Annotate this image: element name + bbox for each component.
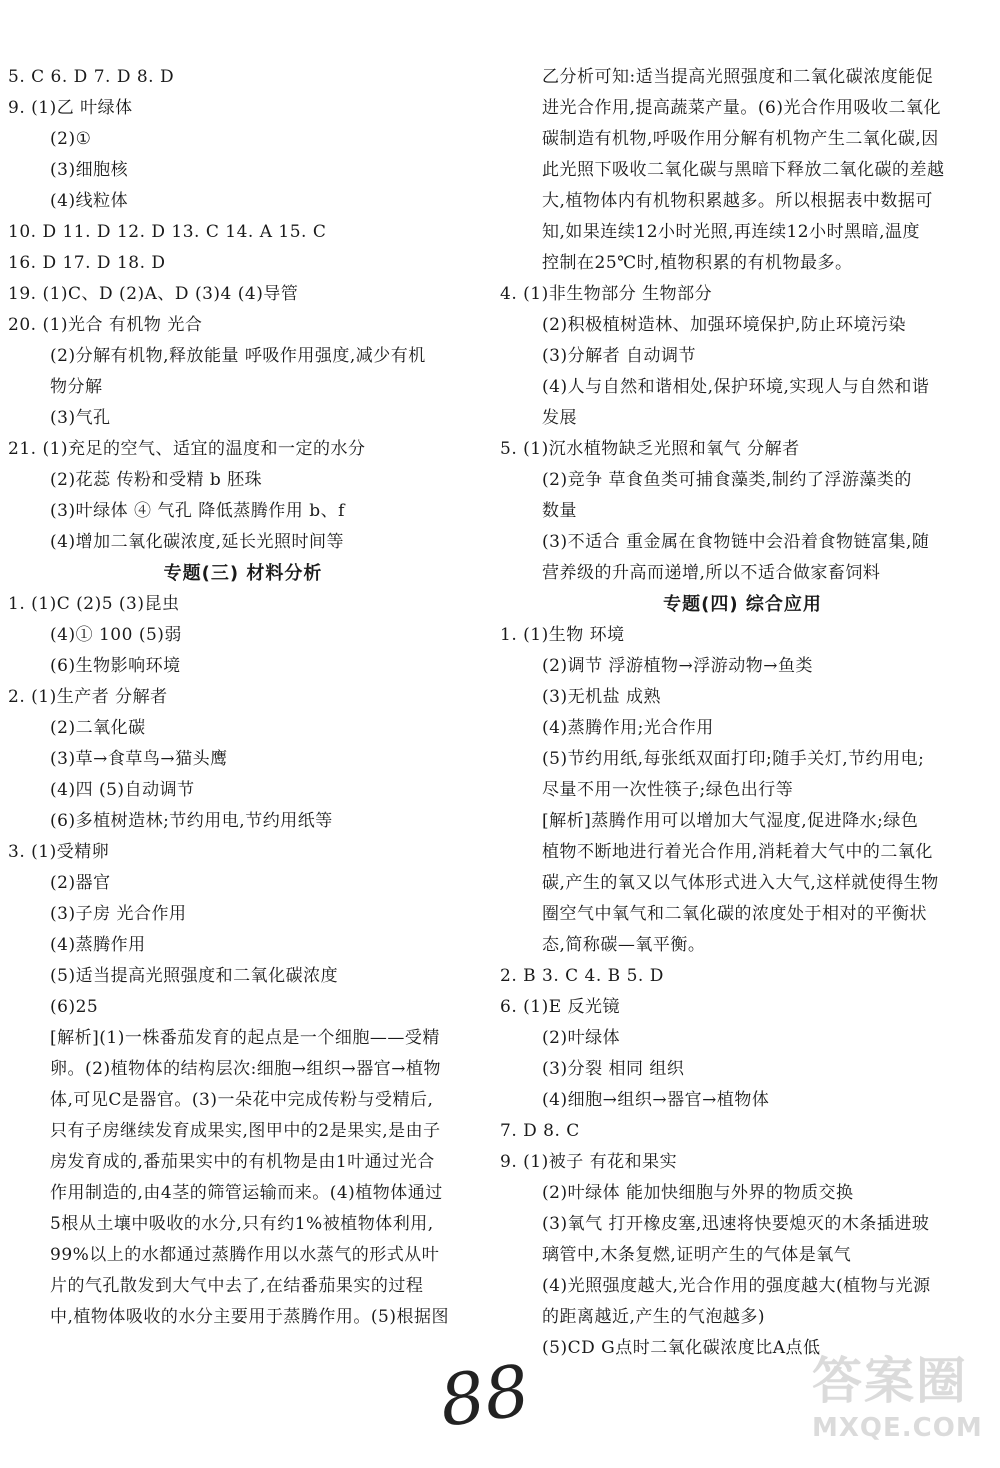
analysis-line: 作用制造的,由4茎的筛管运输而来。(4)植物体通过	[50, 1183, 443, 1203]
analysis-line: 态,简称碳—氧平衡。	[542, 935, 706, 955]
analysis-line: 卵。(2)植物体的结构层次:细胞→组织→器官→植物	[50, 1059, 442, 1079]
answer-line: (3)草→食草鸟→猫头鹰	[50, 749, 228, 769]
answer-line: (4)增加二氧化碳浓度,延长光照时间等	[50, 532, 344, 552]
answer-line: 10. D 11. D 12. D 13. C 14. A 15. C	[8, 222, 327, 242]
analysis-line: 植物不断地进行着光合作用,消耗着大气中的二氧化	[542, 842, 933, 862]
answer-line: (4)光照强度越大,光合作用的强度越大(植物与光源	[542, 1276, 931, 1296]
answer-line: 尽量不用一次性筷子;绿色出行等	[542, 780, 794, 800]
right-column	[500, 62, 985, 1364]
watermark-logo	[812, 1341, 982, 1456]
answer-line: (3)叶绿体 ④ 气孔 降低蒸腾作用 b、f	[50, 501, 345, 521]
answer-line: 20. (1)光合 有机物 光合	[8, 315, 203, 335]
answer-line: (6)多植树造林;节约用电,节约用纸等	[50, 811, 333, 831]
answer-line: 7. D 8. C	[500, 1121, 580, 1141]
answer-line: 物分解	[50, 377, 103, 397]
analysis-line: 控制在25℃时,植物积累的有机物最多。	[542, 253, 853, 273]
answer-line: (5)CD G点时二氧化碳浓度比A点低	[542, 1338, 821, 1358]
answer-line: (4)线粒体	[50, 191, 129, 211]
answer-line: 璃管中,木条复燃,证明产生的气体是氧气	[542, 1245, 852, 1265]
analysis-line: [解析](1)一株番茄发育的起点是一个细胞——受精	[50, 1028, 440, 1048]
section-heading: 专题(四) 综合应用	[663, 594, 822, 615]
answer-line: 2. B 3. C 4. B 5. D	[500, 966, 664, 986]
answer-line: 的距离越近,产生的气泡越多)	[542, 1307, 766, 1327]
answer-line: (2)积极植树造林、加强环境保护,防止环境污染	[542, 315, 906, 335]
analysis-line: 大,植物体内有机物积累越多。所以根据表中数据可	[542, 191, 933, 211]
analysis-line: 房发育成的,番茄果实中的有机物是由1叶通过光合	[50, 1152, 435, 1172]
answer-line: 2. (1)生产者 分解者	[8, 687, 168, 707]
analysis-line: [解析]蒸腾作用可以增加大气湿度,促进降水;绿色	[542, 811, 919, 831]
answer-line: (3)分解者 自动调节	[542, 346, 696, 366]
answer-line: (4)细胞→组织→器官→植物体	[542, 1090, 770, 1110]
answer-line: 数量	[542, 501, 577, 521]
handwritten-page-number: 88	[434, 1349, 535, 1443]
answer-line: (2)花蕊 传粉和受精 b 胚珠	[50, 470, 263, 490]
answer-line: (4)蒸腾作用;光合作用	[542, 718, 714, 738]
answer-line: (4)① 100 (5)弱	[50, 625, 182, 645]
answer-line: (4)蒸腾作用	[50, 935, 146, 955]
answer-line: 1. (1)C (2)5 (3)昆虫	[8, 594, 180, 614]
analysis-line: 5根从土壤中吸收的水分,只有约1%被植物体利用,	[50, 1214, 434, 1234]
answer-line: (2)调节 浮游植物→浮游动物→鱼类	[542, 656, 813, 676]
answer-line: (2)竞争 草食鱼类可捕食藻类,制约了浮游藻类的	[542, 470, 912, 490]
answer-line: (6)25	[50, 997, 99, 1017]
analysis-line: 中,植物体吸收的水分主要用于蒸腾作用。(5)根据图	[50, 1307, 449, 1327]
analysis-line: 乙分析可知:适当提高光照强度和二氧化碳浓度能促	[542, 67, 934, 87]
answer-line: (2)二氧化碳	[50, 718, 146, 738]
answer-line: (2)器官	[50, 873, 111, 893]
watermark-text: 答案圈	[812, 1352, 968, 1410]
answer-line: (3)氧气 打开橡皮塞,迅速将快要熄灭的木条插进玻	[542, 1214, 930, 1234]
analysis-line: 圈空气中氧气和二氧化碳的浓度处于相对的平衡状	[542, 904, 927, 924]
answer-line: (3)无机盐 成熟	[542, 687, 661, 707]
watermark-url: MXQE.COM	[812, 1413, 983, 1443]
answer-line: 5. C 6. D 7. D 8. D	[8, 67, 175, 87]
answer-line: 6. (1)E 反光镜	[500, 997, 621, 1017]
analysis-line: 只有子房继续发育成果实,图甲中的2是果实,是由子	[50, 1121, 441, 1141]
answer-line: (5)节约用纸,每张纸双面打印;随手关灯,节约用电;	[542, 749, 925, 769]
answer-line: (4)人与自然和谐相处,保护环境,实现人与自然和谐	[542, 377, 930, 397]
answer-line: (3)不适合 重金属在食物链中会沿着食物链富集,随	[542, 532, 930, 552]
analysis-line: 碳制造有机物,呼吸作用分解有机物产生二氧化碳,因	[542, 129, 939, 149]
analysis-line: 碳,产生的氧又以气体形式进入大气,这样就使得生物	[542, 873, 939, 893]
answer-line: 5. (1)沉水植物缺乏光照和氧气 分解者	[500, 439, 800, 459]
answer-line: (3)气孔	[50, 408, 111, 428]
analysis-line: 此光照下吸收二氧化碳与黑暗下释放二氧化碳的差越	[542, 160, 945, 180]
answer-line: (6)生物影响环境	[50, 656, 181, 676]
answer-line: (3)子房 光合作用	[50, 904, 187, 924]
section-heading: 专题(三) 材料分析	[163, 563, 323, 584]
answer-line: (3)细胞核	[50, 160, 129, 180]
analysis-line: 进光合作用,提高蔬菜产量。(6)光合作用吸收二氧化	[542, 98, 941, 118]
analysis-line: 片的气孔散发到大气中去了,在结番茄果实的过程	[50, 1276, 424, 1296]
answer-line: 9. (1)乙 叶绿体	[8, 98, 133, 118]
answer-line: 16. D 17. D 18. D	[8, 253, 166, 273]
answer-line: (5)适当提高光照强度和二氧化碳浓度	[50, 966, 339, 986]
answer-line: 9. (1)被子 有花和果实	[500, 1152, 678, 1172]
answer-line: (3)分裂 相同 组织	[542, 1059, 685, 1079]
analysis-line: 体,可见C是器官。(3)一朵花中完成传粉与受精后,	[50, 1090, 434, 1110]
analysis-line: 99%以上的水都通过蒸腾作用以水蒸气的形式从叶	[50, 1245, 440, 1265]
analysis-line: 知,如果连续12小时光照,再连续12小时黑暗,温度	[542, 222, 920, 242]
answer-line: 发展	[542, 408, 577, 428]
answer-line: 19. (1)C、D (2)A、D (3)4 (4)导管	[8, 284, 299, 304]
left-column	[8, 62, 478, 1333]
answer-line: (4)四 (5)自动调节	[50, 780, 195, 800]
answer-line: 3. (1)受精卵	[8, 842, 110, 862]
answer-line: 营养级的升高而递增,所以不适合做家畜饲料	[542, 563, 881, 583]
answer-line: (2)分解有机物,释放能量 呼吸作用强度,减少有机	[50, 346, 426, 366]
answer-line: 1. (1)生物 环境	[500, 625, 625, 645]
answer-line: 4. (1)非生物部分 生物部分	[500, 284, 713, 304]
answer-line: (2)叶绿体	[542, 1028, 621, 1048]
answer-line: (2)叶绿体 能加快细胞与外界的物质交换	[542, 1183, 854, 1203]
answer-line: (2)①	[50, 129, 92, 149]
answer-line: 21. (1)充足的空气、适宜的温度和一定的水分	[8, 439, 366, 459]
